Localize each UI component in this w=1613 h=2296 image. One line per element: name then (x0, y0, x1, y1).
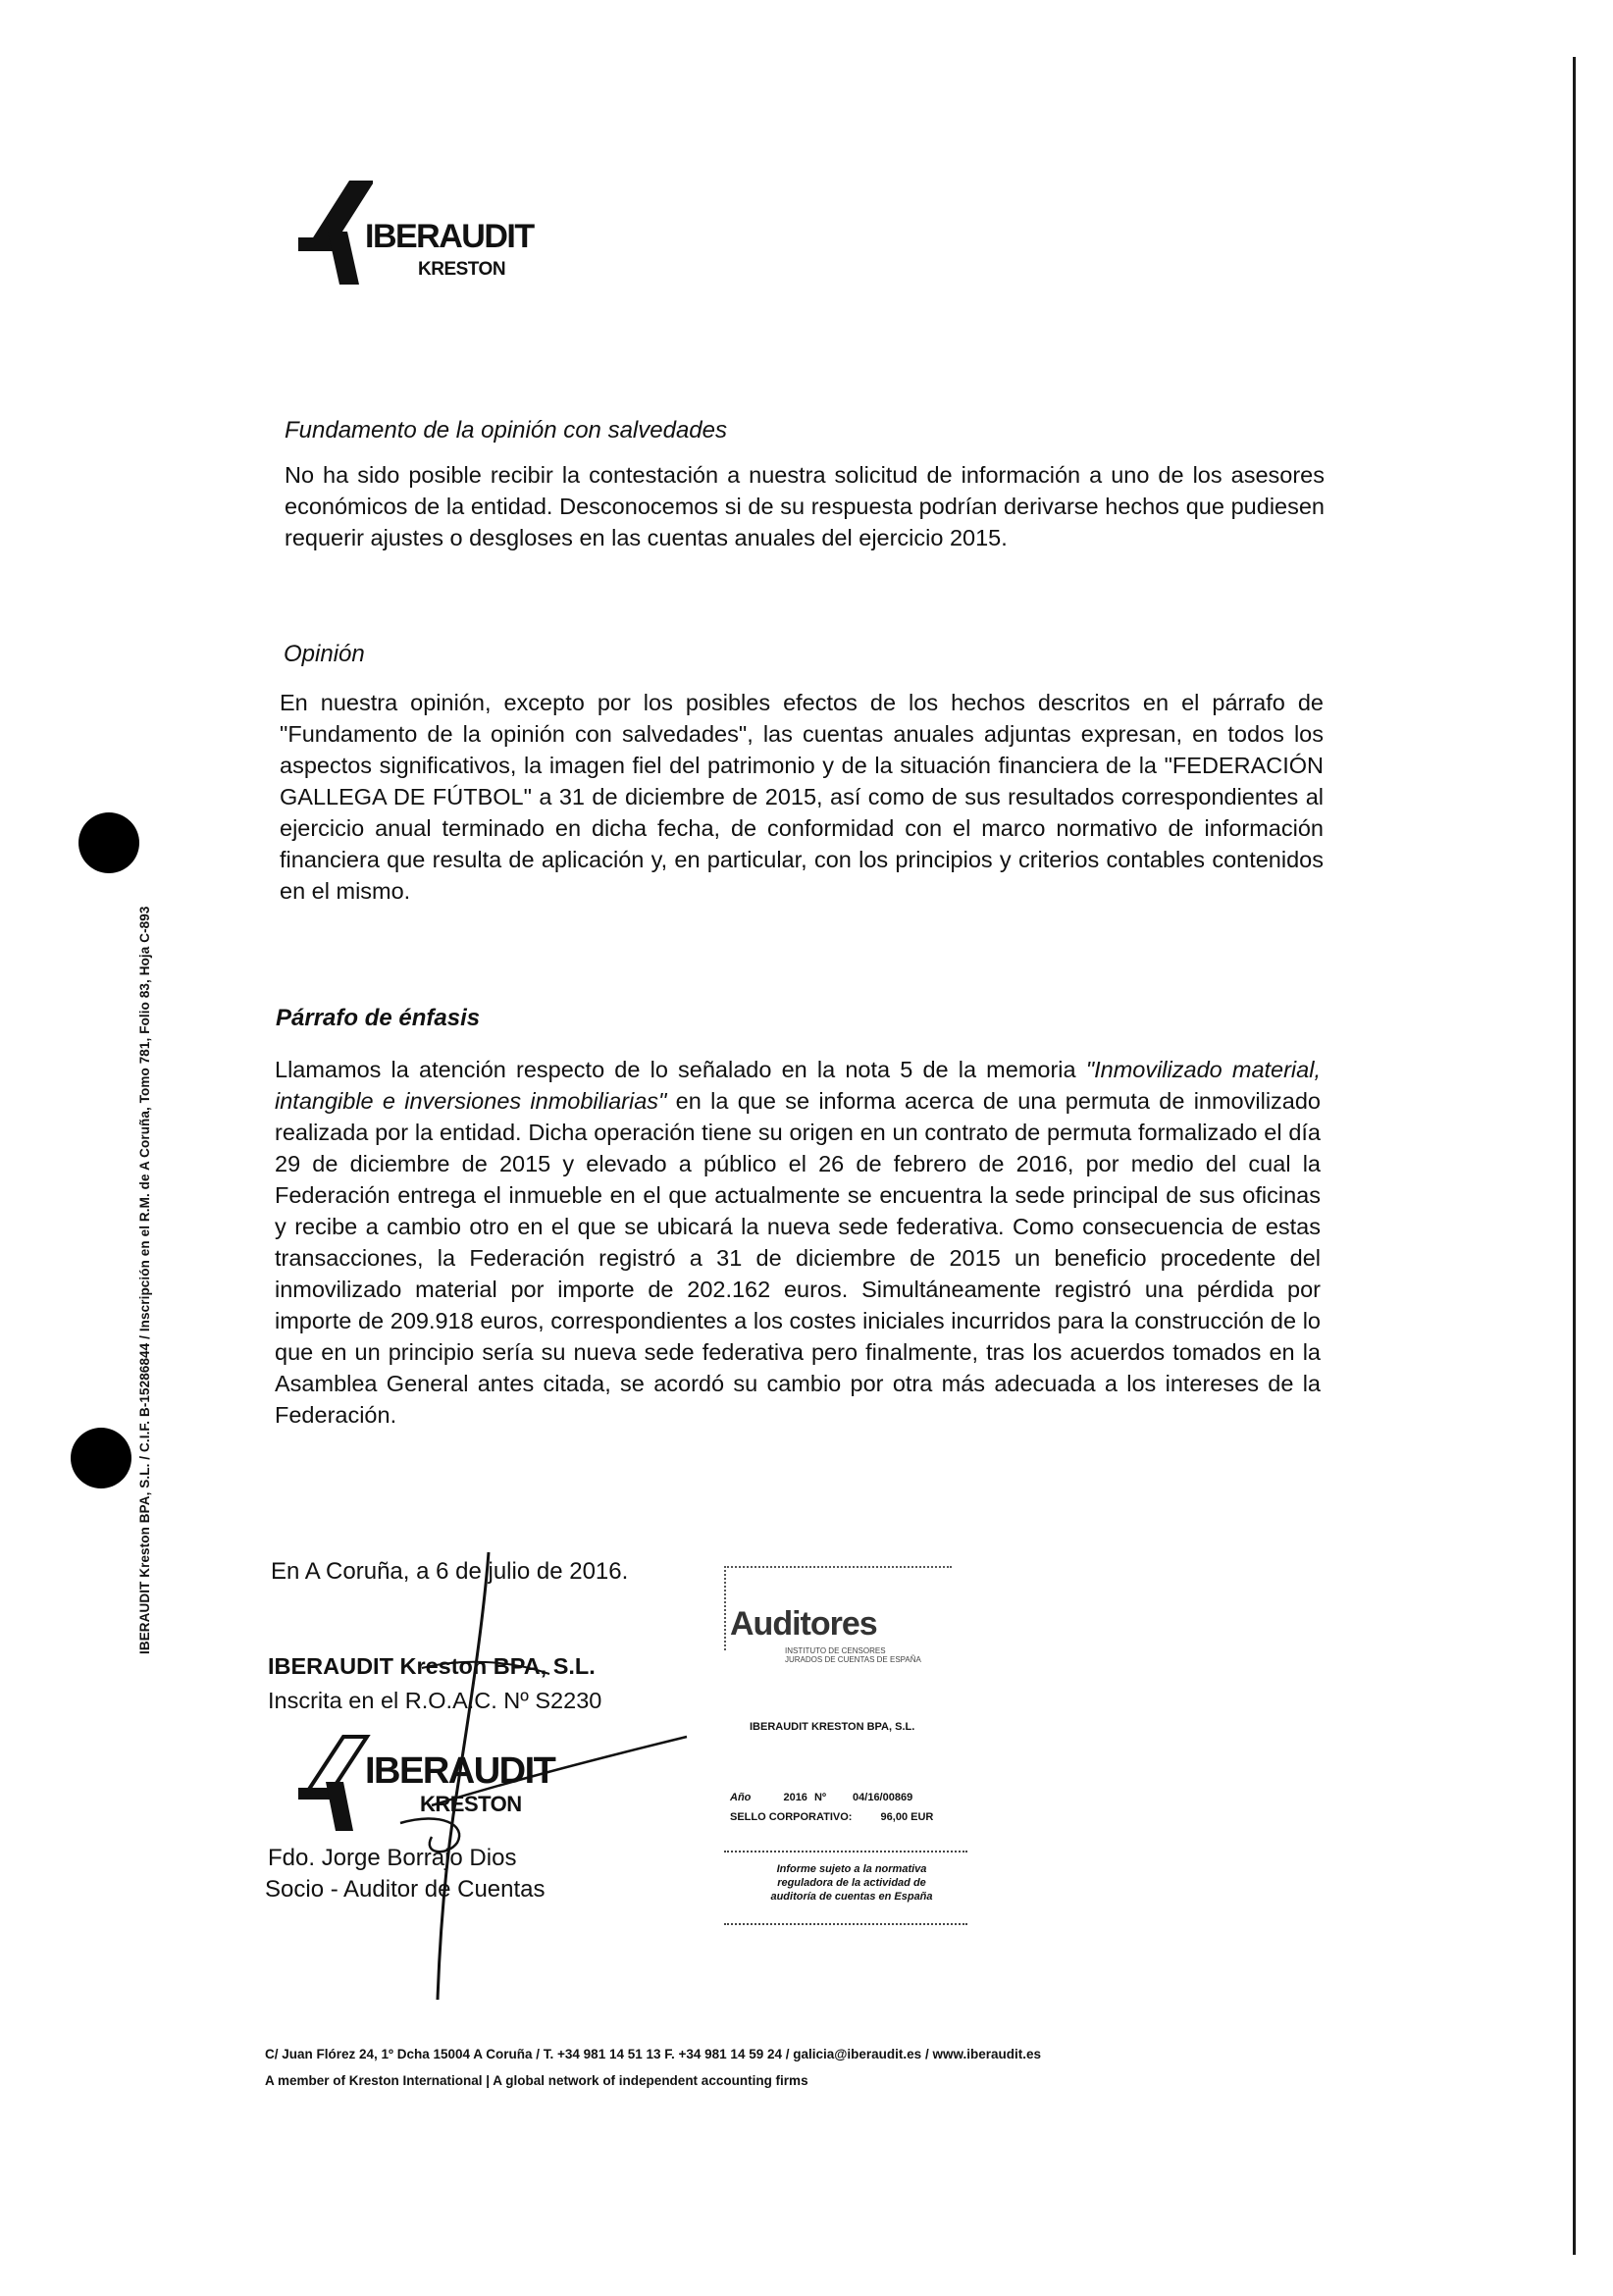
footer-address: C/ Juan Flórez 24, 1º Dcha 15004 A Coruña / T. +34 981 14 51 13 F. +34 981 14 59 24 / galicia@iberaudit.es / www.iberaudit.es (265, 2047, 1041, 2061)
signature-registry: Inscrita en el R.O.A.C. Nº S2230 (268, 1688, 602, 1713)
enfasis-text-before: Llamamos la atención respecto de lo señalado en la nota 5 de la memoria (275, 1057, 1086, 1082)
stamp-amount: 96,00 EUR (880, 1811, 934, 1823)
stamp-year-label: Año (730, 1792, 752, 1803)
signature-logo-sub: KRESTON (420, 1792, 522, 1816)
stamp-num-label: Nº (814, 1792, 826, 1803)
enfasis-text-after: en la que se informa acerca de una permuta de inmovilizado realizada por la entidad. Dicha operación tiene su origen en un contrato de permuta formalizado el día 29 de diciembre de 2015 y elevado a público el 26 de febrero de 2016, por medio del cual la Federación entrega el inmueble en el que actualmente se encuentra la sede principal de sus oficinas y recibe a cambio otro en el que se ubicará la nueva sede federativa. Como consecuencia de estas transacciones, la Federación registró a 31 de diciembre de 2015 un beneficio procedente del inmovilizado material por importe de 202.162 euros. Simultáneamente registró una pérdida por importe de 209.918 euros, correspondientes a los costes iniciales incurridos para la construcción de lo que en un principio sería su nueva sede federativa pero finalmente, tras los acuerdos tomados en la Asamblea General antes citada, se acordó su cambio por otra más adecuada a los intereses de la Federación. (275, 1088, 1322, 1428)
stamp-year: 2016 (783, 1792, 807, 1803)
enfasis-text-italic: "Inmovilizado material, intangible e inversiones inmobiliarias" (275, 1057, 1321, 1114)
header-logo (294, 179, 559, 287)
section-title-opinion: Opinión (284, 641, 365, 667)
stamp-dotline-top (724, 1851, 967, 1852)
signer-role: Socio - Auditor de Cuentas (265, 1876, 546, 1903)
stamp-row-year (730, 1792, 965, 1803)
stamp-subtitle: INSTITUTO DE CENSORES JURADOS DE CUENTAS DE ESPAÑA (785, 1646, 921, 1664)
signer-name: Fdo. Jorge Borrajo Dios (268, 1845, 517, 1871)
auditors-seal-stamp (724, 1566, 969, 1939)
paragraph-opinion: En nuestra opinión, excepto por los posibles efectos de los hechos descritos en el párrafo de "Fundamento de la opinión con salvedades", las cuentas anuales adjuntas expresan, en todos los aspectos significativos, la imagen fiel del patrimonio y de la situación financiera de la "FEDERACIÓN GALLEGA DE FÚTBOL" a 31 de diciembre de 2015, así como de sus resultados correspondientes al ejercicio anual terminado en dicha fecha, de conformidad con el marco normativo de información financiera que resulta de aplicación y, en particular, con los principios y criterios contables contenidos en el mismo. (280, 690, 1324, 904)
logo-sub: KRESTON (418, 259, 506, 280)
place-date: En A Coruña, a 6 de julio de 2016. (271, 1558, 629, 1585)
stamp-number: 04/16/00869 (853, 1792, 913, 1803)
stamp-row-seal (730, 1811, 965, 1823)
section-title-enfasis: Párrafo de énfasis (276, 1005, 481, 1031)
signature-logo (294, 1735, 569, 1843)
iberaudit-logo-icon (294, 179, 373, 287)
punch-hole-bottom (71, 1428, 131, 1488)
signature-firm: IBERAUDIT Kreston BPA, S.L. (268, 1653, 596, 1679)
side-registration-text: IBERAUDIT Kreston BPA, S.L. / C.I.F. B-15286844 / Inscripción en el R.M. de A Coruña, Tomo 781, Folio 83, Hoja C-893 (137, 906, 152, 1654)
stamp-seal-label: SELLO CORPORATIVO: (730, 1811, 853, 1823)
punch-hole-top (78, 812, 139, 873)
page-edge-line (1573, 57, 1576, 2255)
signature-logo-name: IBERAUDIT (365, 1750, 555, 1792)
footer-network: A member of Kreston International | A global network of independent accounting firms (265, 2073, 808, 2088)
logo-name: IBERAUDIT (365, 218, 534, 255)
stamp-title: Auditores (730, 1605, 877, 1643)
paragraph-fundamento: No ha sido posible recibir la contestación a nuestra solicitud de información a uno de los asesores económicos de la entidad. Desconocemos si de su respuesta podrían derivarse hechos que pudiesen requerir ajustes o desgloses en las cuentas anuales del ejercicio 2015. (285, 462, 1325, 550)
paragraph-enfasis (275, 1054, 1321, 1431)
iberaudit-logo-icon (294, 1735, 373, 1833)
section-title-fundamento: Fundamento de la opinión con salvedades (285, 417, 727, 444)
stamp-firm: IBERAUDIT KRESTON BPA, S.L. (750, 1721, 915, 1733)
stamp-dotline-bottom (724, 1923, 967, 1925)
stamp-note: Informe sujeto a la normativa reguladora de la actividad de auditoría de cuentas en España (770, 1863, 933, 1903)
